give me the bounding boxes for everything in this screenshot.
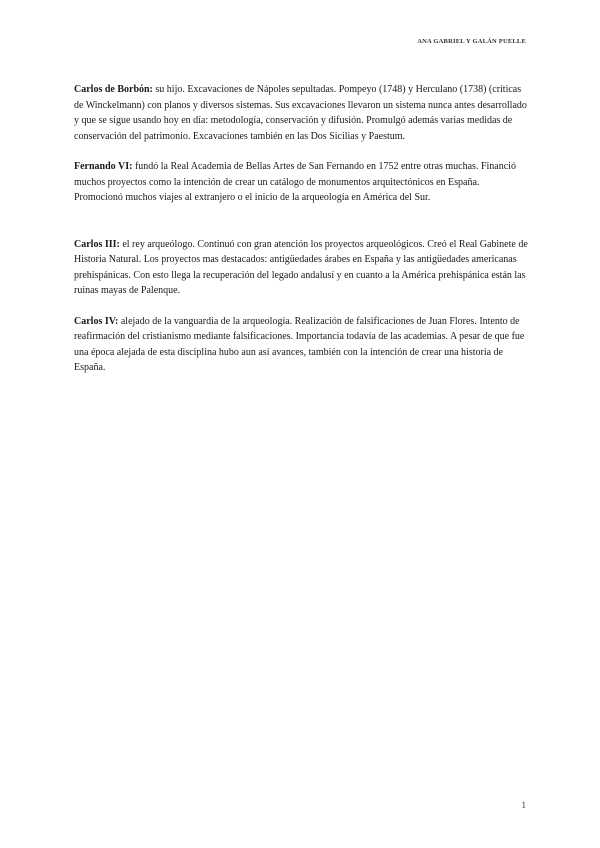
paragraph-title: Carlos IV:: [74, 315, 119, 327]
page-number: 1: [521, 800, 526, 810]
paragraph-fernando-vi: [74, 159, 528, 206]
paragraph-title: Fernando VI:: [74, 161, 133, 172]
paragraph-text: el rey arqueólogo. Continuó con gran atención los proyectos arqueológicos. Creó el Real Gabinete de Historia Natural. Los proyectos mas destacados: antigüedades árabes en España y las antigüedades americanas prehispánicas. Con esto llega la recuperación del legado andalusí y en cuanto a la América prehispánica están las ruinas mayas de Palenque.: [74, 238, 528, 296]
paragraph-title: Carlos III:: [74, 238, 120, 250]
document-body: [74, 82, 528, 376]
paragraph-carlos-iii: [74, 237, 528, 299]
paragraph-title: Carlos de Borbón:: [74, 84, 153, 95]
paragraph-text: alejado de la vanguardia de la arqueología. Realización de falsificaciones de Juan Flores. Intento de reafirmación del cristianismo mediante falsificaciones. Importancia todavía de las academias. A pesar de que fue una época alejada de esta disciplina hubo aun así avances, también con la intención de crear una historia de España.: [74, 315, 525, 373]
paragraph-carlos-de-borbon: [74, 82, 528, 144]
paragraph-text: su hijo. Excavaciones de Nápoles sepultadas. Pompeyo (1748) y Herculano (1738) (críticas de Winckelmann) con planos y diversos sistemas. Sus excavaciones llevaron un sistema nunca antes desarrollado y que se sigue usando hoy en día: metodología, conservación y difusión. Promulgó además varias medidas de conservación del patrimonio. Excavaciones también en las Dos Sicilias y Paestum.: [74, 84, 527, 142]
paragraph-carlos-iv: [74, 314, 528, 376]
paragraph-text: fundó la Real Academia de Bellas Artes de San Fernando en 1752 entre otras muchas. Financió muchos proyectos como la intención de crear un catálogo de monumentos arquitectónicos en España. Promocionó muchos viajes al extranjero o el inicio de la arqueología en América del Sur.: [74, 161, 516, 203]
page-header: ANA GABRIEL Y GALÁN PUELLE: [417, 38, 526, 45]
